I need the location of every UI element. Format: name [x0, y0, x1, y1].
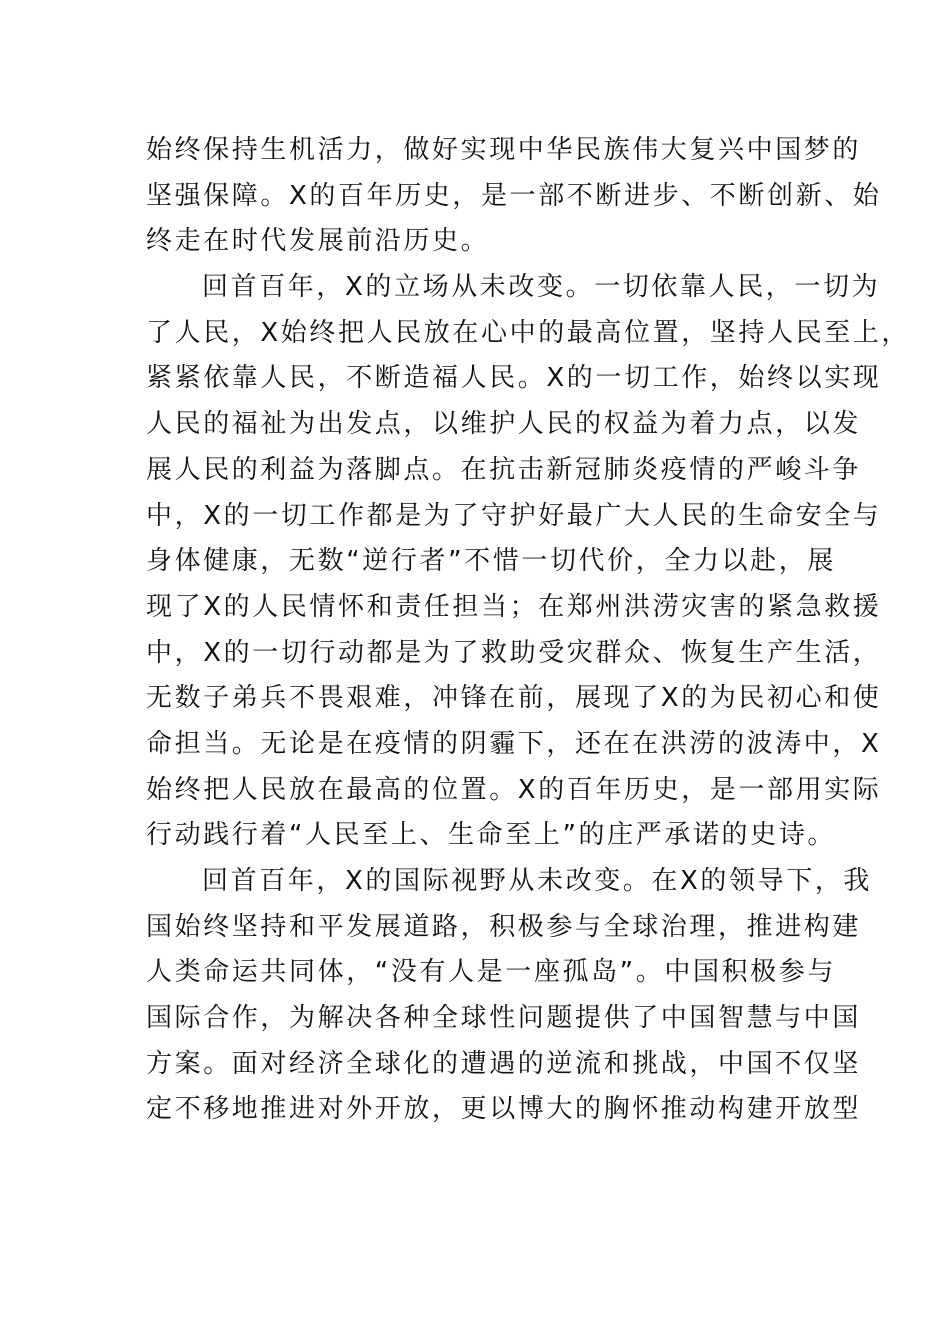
text-line: 始终保持生机活力，做好实现中华民族伟大复兴中国梦的 [146, 135, 862, 165]
body-text [146, 128, 911, 1133]
text-line: 人类命运共同体，“没有人是一座孤岛”。中国积极参与 [146, 957, 836, 988]
text-line: 中，X的一切工作都是为了守护好最广大人民的生命安全与 [146, 500, 882, 531]
text-line: 无数子弟兵不畏艰难，冲锋在前，展现了X的为民初心和使 [146, 683, 882, 714]
text-line: 定不移地推进对外开放，更以博大的胸怀推动构建开放型 [146, 1094, 862, 1125]
paragraph-start-line: 回首百年，X的国际视野从未改变。在X的领导下，我 [202, 866, 873, 896]
text-line: 身体健康，无数“逆行者”不惜一切代价，全力以赴，展 [146, 546, 836, 577]
text-line: 命担当。无论是在疫情的阴霾下，还在在洪涝的波涛中，X [146, 728, 882, 759]
text-line: 了人民，X始终把人民放在心中的最高位置，坚持人民至上， [146, 317, 911, 348]
text-line: 始终把人民放在最高的位置。X的百年历史，是一部用实际 [146, 774, 882, 805]
text-line: 行动践行着“人民至上、生命至上”的庄严承诺的史诗。 [146, 820, 836, 851]
text-line: 终走在时代发展前沿历史。 [146, 226, 490, 257]
paragraph-start-line: 回首百年，X的立场从未改变。一切依靠人民，一切为 [202, 272, 881, 303]
text-line: 人民的福祉为出发点，以维护人民的权益为着力点，以发 [146, 409, 862, 440]
text-line: 紧紧依靠人民，不断造福人民。X的一切工作，始终以实现 [146, 363, 882, 394]
text-line: 方案。面对经济全球化的遭遇的逆流和挑战，中国不仅坚 [146, 1048, 862, 1079]
text-line: 坚强保障。X的百年历史，是一部不断进步、不断创新、始 [146, 180, 882, 211]
text-line: 国际合作，为解决各种全球性问题提供了中国智慧与中国 [146, 1003, 862, 1034]
text-line: 中，X的一切行动都是为了救助受灾群众、恢复生产生活， [146, 637, 882, 668]
text-line: 现了X的人民情怀和责任担当；在郑州洪涝灾害的紧急救援 [146, 591, 882, 622]
text-line: 展人民的利益为落脚点。在抗击新冠肺炎疫情的严峻斗争 [146, 454, 862, 485]
text-line: 国始终坚持和平发展道路，积极参与全球治理，推进构建 [146, 911, 862, 942]
